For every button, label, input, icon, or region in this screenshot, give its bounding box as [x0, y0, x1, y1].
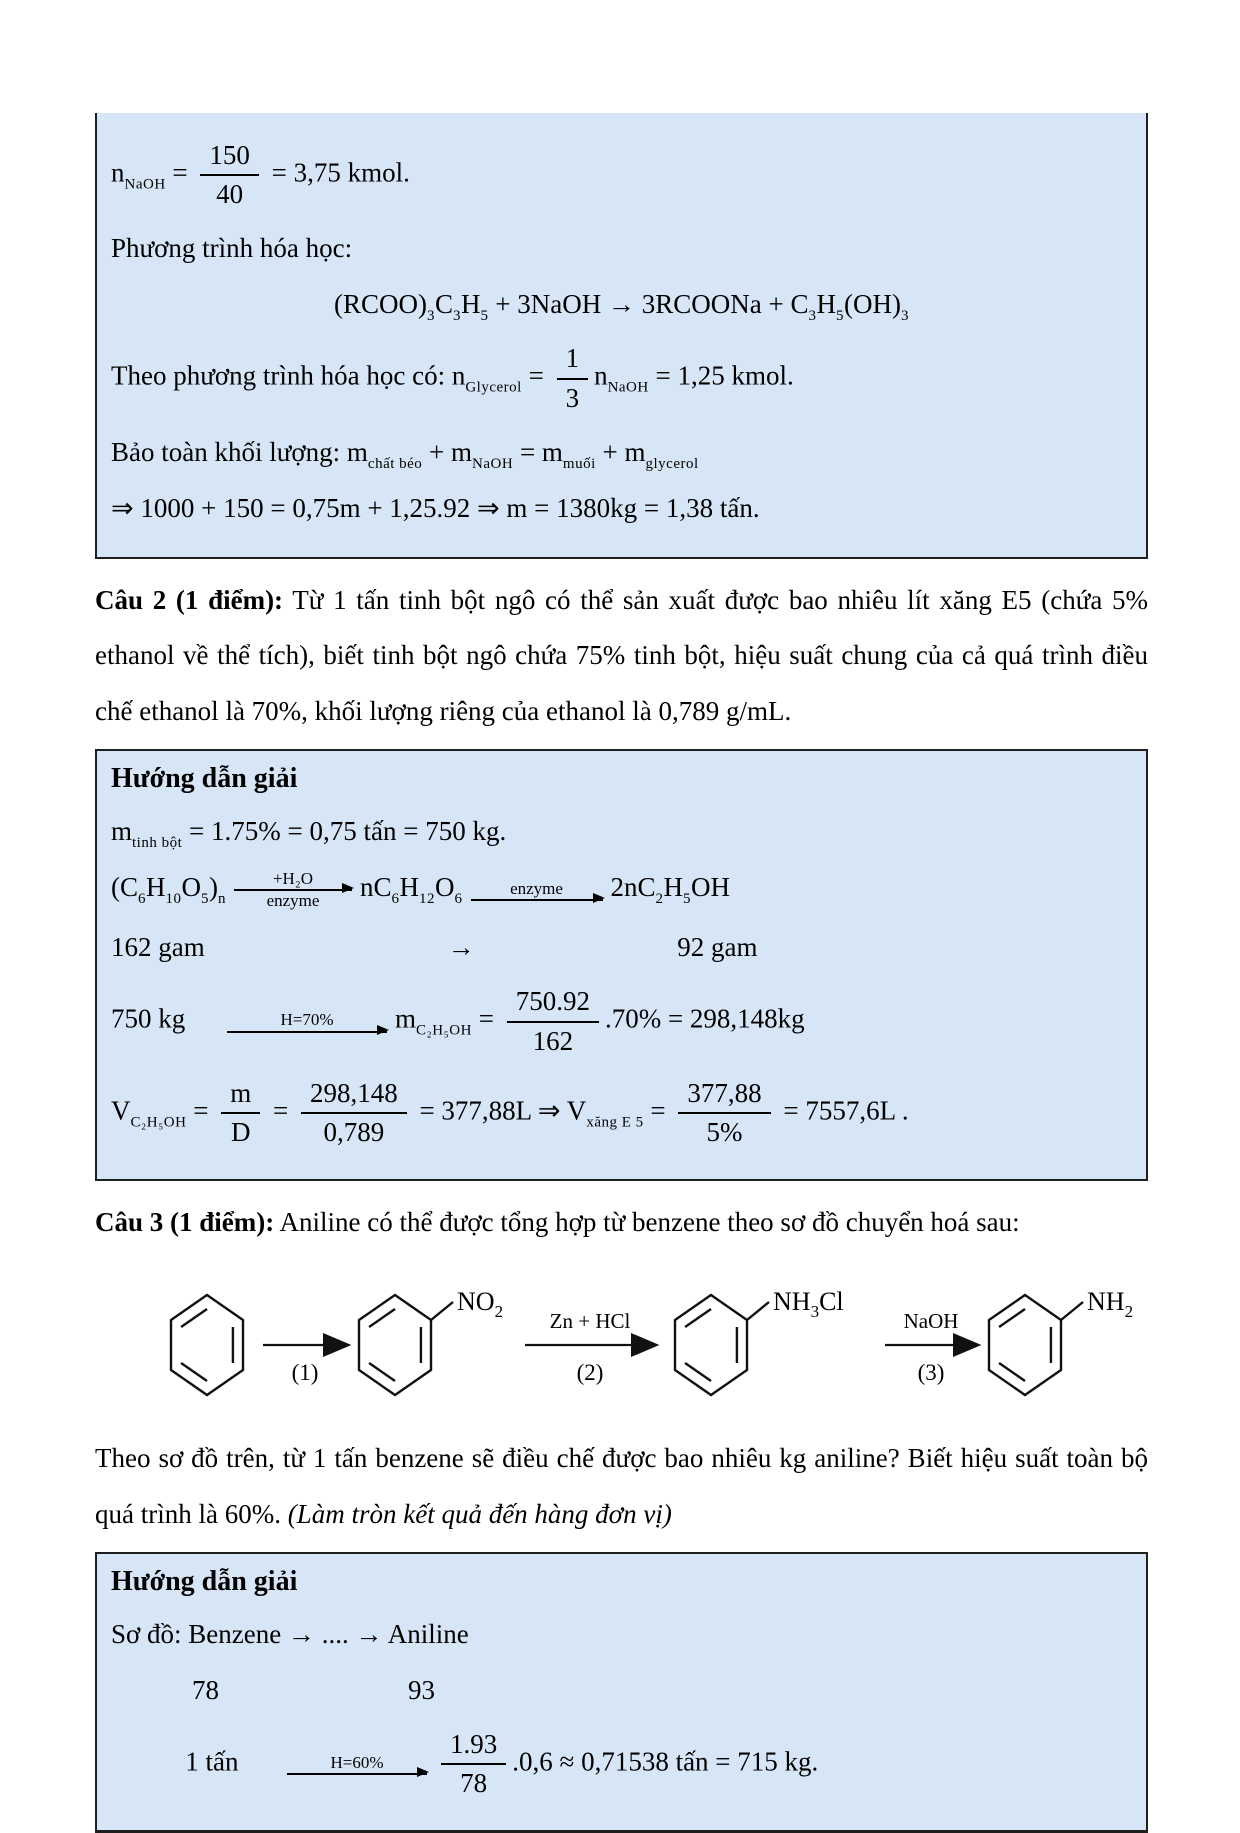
chemical-equation: $(RCOO)_3C_3H_5$ + 3NaOH → 3RCOONa + $C_3H_5(OH)_3$ [334, 289, 909, 325]
content-column [95, 0, 1148, 1833]
formula-m-tinh-bot: $m_{tinh bột} = 1.75\% = 0,75$ tấn = 750 kg. [111, 815, 507, 851]
formula-n-naoh: $n_{NaOH}$ = $\frac{150}{40}$ = 3,75 kmol. [111, 140, 410, 210]
benzene-ring-nh2 [989, 1295, 1083, 1395]
solution-header-2: Hướng dẫn giải [111, 762, 298, 794]
step-1-label: (1) [291, 1360, 319, 1386]
starch-reaction-line: $(C_6H_{10}O_5)_n$ +H₂O enzyme $nC_6H_{12}O_6$ enzyme $2nC_2H_5OH$ [111, 868, 731, 910]
solution-box-1 [95, 113, 1148, 559]
formula-n-glycerol: Theo phương trình hóa học có: $n_{Glycerol}$ = $\frac{1}{3}$ $n_{NaOH} = 1,25$ kmol. [111, 343, 794, 413]
benzene-ring-no2 [359, 1295, 453, 1395]
nh2-label: $NH_2$ [1087, 1287, 1134, 1322]
solution-box-2 [95, 749, 1148, 1181]
step-3-label: (3) [917, 1360, 945, 1386]
solution-box-3 [95, 1552, 1148, 1833]
final-calculation-line: 1 tấn H=60% $\frac{1.93}{78}$ .0,6 ≈ 0,71538 tấn = 715 kg. [111, 1729, 819, 1799]
no2-label: $NO_2$ [457, 1287, 504, 1322]
formula-v-ethanol: $V_{C_2H_5OH}$ = $\frac{m}{D}$ = $\frac{298,148}{0,789}$ = 377,88L ⇒ $V_{xăng E 5}$ = $\frac{377,88}{5\%}$ = 7557,6L . [111, 1077, 909, 1147]
solution-header-3: Hướng dẫn giải [111, 1565, 298, 1597]
reagent-naoh: NaOH [903, 1309, 959, 1334]
benzene-ring-nh3cl [675, 1295, 769, 1395]
mass-conservation-line: Bảo toàn khối lượng: $m_{chất béo} + m_{NaOH} = m_{muối} + m_{glycerol}$ [111, 436, 699, 472]
text-chemical-equation-label: Phương trình hóa học: [111, 233, 353, 264]
benzene-ring [171, 1295, 243, 1395]
reagent-zn-hcl: Zn + HCl [549, 1309, 631, 1334]
formula-m-ethanol: 750 kg H=70% $m_{C_2H_5OH}$ = $\frac{750.92}{162}$ .70% = 298,148kg [111, 986, 805, 1056]
scheme-line: Sơ đồ: Benzene → .... → Aniline [111, 1618, 469, 1649]
mass-result-line: ⇒ 1000 + 150 = 0,75m + 1,25.92 ⇒ m = 1380kg = 1,38 tấn. [111, 492, 760, 523]
question-2: Câu 2 (1 điểm): Từ 1 tấn tinh bột ngô có thể sản xuất được bao nhiêu lít xăng E5 (chứa 5% ethanol về thể tích), biết tinh bột ngô chứa 75% tinh bột, hiệu suất chung của cả quá trình điều chế ethanol là 70%, khối lượng riêng của ethanol là 0,789 g/mL. [95, 584, 1148, 726]
molar-mass-line: 162 gam → 92 gam [111, 932, 758, 963]
nh3cl-label: $NH_3Cl$ [773, 1287, 844, 1322]
step-2-label: (2) [576, 1360, 604, 1386]
molar-masses-line: 78 93 [111, 1674, 435, 1705]
benzene-conversion-diagram [95, 1260, 1148, 1417]
question-3: Câu 3 (1 điểm): Aniline có thể được tổng hợp từ benzene theo sơ đồ chuyển hoá sau: [95, 1206, 1020, 1237]
question-3-continued: Theo sơ đồ trên, từ 1 tấn benzene sẽ điều chế được bao nhiêu kg aniline? Biết hiệu suất toàn bộ quá trình là 60%. (Làm tròn kết quả đến hàng đơn vị) [95, 1443, 1148, 1529]
diagram-svg [95, 1260, 1148, 1412]
